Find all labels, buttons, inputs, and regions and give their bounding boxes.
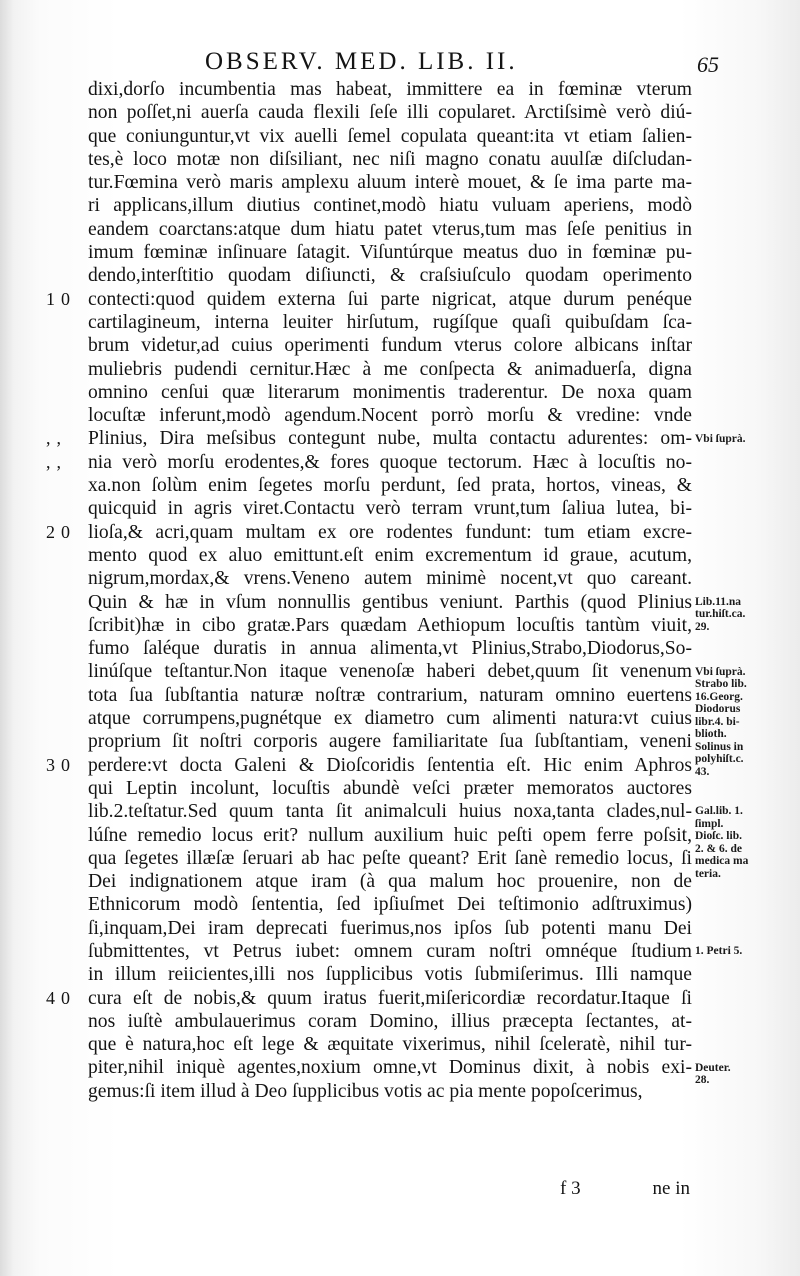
signature-mark: f 3 [560, 1178, 581, 1199]
text-line [88, 591, 692, 614]
line-text: quicquid in agris viret.Contactu verò terram vrunt,tum ſaliua lutea, bi- [88, 498, 692, 520]
line-text: lioſa,& acri,quam multam ex ore rodentes fundunt: tum etiam excre- [88, 521, 692, 543]
margin-note-row: Diodorus [695, 703, 741, 715]
line-number: 40 [46, 987, 76, 1008]
text-line [88, 940, 692, 963]
margin-note-row: Lib.11.na [695, 595, 742, 608]
line-number: 30 [46, 754, 76, 775]
margin-note-row: teria. [695, 867, 721, 880]
margin-note-row: Deuter. [695, 1061, 731, 1074]
margin-note-row: Vbi ſuprà. [695, 432, 746, 445]
margin-note-row: 29. [695, 620, 710, 633]
line-text: linúſque teſtantur.Non itaque venenoſæ haberi debet,quum ſit venenum [88, 661, 692, 683]
margin-note-row: blioth. [695, 728, 727, 740]
line-text: perdere:vt docta Galeni & Dioſcoridis ſententia eſt. Hic enim Aphros [88, 754, 692, 776]
text-line [88, 1010, 692, 1033]
line-text: mento quod ex aluo emittunt.eſt enim excrementum id graue, acutum, [88, 544, 692, 566]
margin-note-row: 1. Petri 5. [695, 945, 743, 958]
line-text: contecti:quod quidem externa ſui parte nigricat, atque durum penéque [88, 288, 692, 310]
text-line [88, 381, 692, 404]
text-line [88, 148, 692, 171]
text-line [88, 78, 692, 101]
line-text: Ethnicorum modò ſententia, ſed ipſiuſmet Dei teſtimonio adſtruximus) [88, 894, 692, 916]
margin-note [695, 1062, 795, 1087]
text-line [88, 1056, 692, 1079]
margin-note [695, 433, 795, 446]
text-line [88, 963, 692, 986]
line-text: xa.non ſolùm enim ſegetes morſu perdunt, ſed prata, hortos, vineas, & [88, 475, 692, 497]
text-line [88, 171, 692, 194]
line-text: cartilagineum, interna leuiter hirſutum, rugíſque quaſi quibuſdam ſca- [88, 311, 692, 333]
text-line [88, 264, 692, 287]
text-line [88, 1033, 692, 1056]
margin-note-row: medica ma [695, 855, 749, 868]
margin-note-row: 43. [695, 765, 710, 778]
line-text: atque corrumpens,pugnétque ex diametro cum alimenti natura:vt cuius [88, 708, 692, 730]
margin-note-row: Strabo lib. [695, 678, 747, 690]
line-text: cura eſt de nobis,& quum iratus fuerit,miſericordiæ recordatur.Itaque ſi [88, 987, 692, 1009]
text-line [88, 334, 692, 357]
line-number: 10 [46, 288, 76, 309]
text-line [46, 987, 692, 1010]
catchword: ne in [652, 1178, 690, 1199]
line-number: ,, [46, 428, 67, 449]
text-line [88, 358, 692, 381]
line-text: ri applicans,illum diutius continet,modò hiatu vuluam aperiens, modò [88, 195, 692, 217]
page-footer [560, 1178, 690, 1202]
line-text: omnino cenſui quæ literarum monimentis traderentur. De noxa quam [88, 381, 692, 403]
line-text: tes,è loco motæ non diſsiliant, nec niſi magno conatu auulſæ diſcludan- [88, 148, 692, 170]
line-text: que coniunguntur,vt vix auelli ſemel copulata queant:ita vt etiam ſalien- [88, 125, 692, 147]
text-line [88, 824, 692, 847]
line-text: Quin & hæ in vſum nonnullis gentibus veniunt. Parthis (quod Plinius [88, 591, 692, 613]
text-line [88, 870, 692, 893]
text-line [46, 451, 692, 474]
line-text: ſi,inquam,Dei iram deprecati fuerimus,nos ipſos ſub potenti manu Dei [88, 917, 692, 939]
margin-note [695, 805, 795, 880]
text-line [46, 521, 692, 544]
line-text: gemus:ſi item illud à Deo ſupplicibus votis ac pia mente popoſcerimus, [88, 1080, 643, 1102]
text-line [88, 544, 692, 567]
line-text: nigrum,mordax,& vrens.Veneno autem minimè nocent,vt quo careant. [88, 568, 692, 590]
margin-note [695, 666, 795, 779]
margin-note-row: Gal.lib. 1. [695, 805, 743, 818]
margin-note [695, 945, 795, 958]
text-line [88, 474, 692, 497]
text-line [46, 754, 692, 777]
margin-note-row: 2. & 6. de [695, 842, 742, 855]
line-text: que è natura,hoc eſt lege & æquitate vixerimus, nihil ſceleratè, nihil tur- [88, 1034, 692, 1056]
margin-note-row: 28. [695, 1074, 710, 1087]
line-text: tota ſua ſubſtantia naturæ noſtræ contrarium, naturam omnino euertens [88, 684, 692, 706]
text-line [88, 707, 692, 730]
text-line [88, 684, 692, 707]
line-text: piter,nihil iniquè agentes,noxium omne,vt Dominus dixit, à nobis exi- [88, 1057, 692, 1079]
text-line [88, 777, 692, 800]
line-text: eandem coarctans:atque dum hiatu patet vterus,tum mas ſeſe penitius in [88, 218, 692, 240]
line-text: imum fœminæ inſinuare ſatagit. Viſuntúrque meatus duo in fœminæ pu- [88, 242, 692, 264]
text-line [88, 241, 692, 264]
text-line [88, 567, 692, 590]
margin-note-row: tur.hiſt.ca. [695, 608, 746, 621]
text-line [88, 218, 692, 241]
text-line [88, 800, 692, 823]
text-line [88, 1080, 692, 1103]
text-line [88, 311, 692, 334]
margin-note [695, 596, 795, 634]
line-text: lib.2.teſtatur.Sed quum tanta ſit animalculi huius noxa,tanta clades,nul- [88, 801, 692, 823]
line-text: proprium ſit noſtri corporis augere familiaritate ſua ſubſtantiam, veneni [88, 731, 692, 753]
line-number: ,, [46, 451, 67, 472]
line-text: in illum reiicientes,illi nos ſupplicibus votis ſubmiſerimus. Illi namque [88, 964, 692, 986]
page-number: 65 [697, 52, 719, 77]
text-line [88, 101, 692, 124]
line-text: Plinius, Dira meſsibus contegunt nube, multa contactu adurentes: om- [88, 428, 692, 450]
line-text: non poſſet,ni auerſa cauda flexili ſeſe illi copularet. Arctiſsimè verò diú- [88, 102, 692, 124]
text-line [88, 614, 692, 637]
margin-note-row: ſimpl. [695, 817, 724, 830]
line-text: nos iuſtè ambulauerimus coram Domino, illius præcepta ſectantes, at- [88, 1010, 692, 1032]
text-line [46, 427, 692, 450]
line-text: muliebris pudendi cernitur.Hæc à me conſpecta & animaduerſa, digna [88, 358, 692, 380]
text-line [46, 288, 692, 311]
running-title: OBSERV. MED. LIB. II. [205, 48, 518, 75]
text-line [88, 847, 692, 870]
margin-note-row: libr.4. bi- [695, 715, 740, 728]
margin-note-row: Dioſc. lib. [695, 830, 742, 843]
text-line [88, 730, 692, 753]
line-text: brum videtur,ad cuius operimenti fundum vterus colore albicans inſtar [88, 335, 692, 357]
line-text: locuſtæ inferunt,modò agendum.Nocent porrò morſu & vredine: vnde [88, 405, 692, 427]
line-text: qua ſegetes illæſæ ſeruari ab hac peſte queant? Erit ſanè remedio locus, ſi [88, 847, 692, 869]
text-line [88, 637, 692, 660]
text-line [88, 893, 692, 916]
line-text: qui Leptin incolunt, locuſtis abundè veſci præter memoratos auctores [88, 777, 692, 799]
line-text: ſubmittentes, vt Petrus iubet: omnem curam noſtri omnéque ſtudium [88, 940, 692, 962]
line-text: fumo ſaléque duratis in annua alimenta,vt Plinius,Strabo,Diodorus,So- [88, 638, 692, 660]
margin-note-row: Solinus in [695, 740, 744, 753]
line-text: nia verò morſu erodentes,& fores quoque tectorum. Hæc à locuſtis no- [88, 451, 692, 473]
body-text [46, 78, 692, 1103]
line-text: dixi,dorſo incumbentia mas habeat, immittere ea in fœminæ vterum [88, 79, 692, 100]
text-line [88, 660, 692, 683]
line-text: dendo,interſtitio quodam diſiuncti, & craſsiuſculo quodam operimento [88, 265, 692, 287]
margin-note-row: Vbi ſuprà. [695, 665, 746, 678]
text-line [88, 194, 692, 217]
line-text: ſcribit)hæ in cibo gratæ.Pars quædam Aethiopum locuſtis tantùm viuit, [88, 614, 692, 636]
line-text: Dei indignationem atque iram (à qua malum hoc prouenire, non de [88, 871, 692, 893]
margin-note-row: 16.Georg. [695, 690, 743, 703]
text-line [88, 497, 692, 520]
text-line [88, 404, 692, 427]
line-number: 20 [46, 521, 76, 542]
text-line [88, 917, 692, 940]
margin-note-row: polyhiſt.c. [695, 753, 744, 765]
line-text: tur.Fœmina verò maris amplexu aluum interè mouet, & ſe ima parte ma- [88, 172, 692, 194]
line-text: lúſne remedio locus erit? nullum auxilium huic peſti opem ferre poſsit, [88, 824, 692, 846]
text-line [88, 125, 692, 148]
